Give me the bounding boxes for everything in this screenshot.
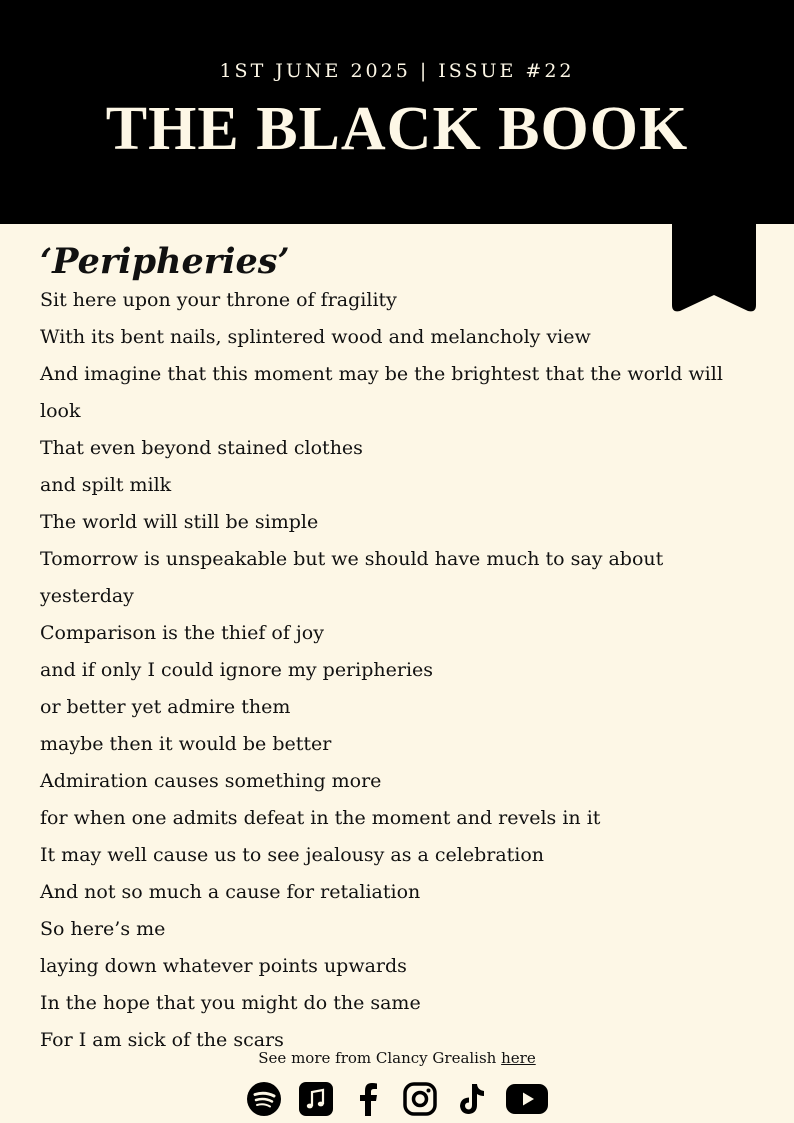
spotify-icon[interactable] (245, 1080, 283, 1118)
poem-line: Admiration causes something more (40, 770, 382, 792)
poem-line: It may well cause us to see jealousy as a celebration (40, 844, 545, 866)
here-link[interactable]: here (501, 1049, 536, 1067)
poem-line: That even beyond stained clothes (40, 437, 363, 459)
tiktok-icon[interactable] (453, 1080, 491, 1118)
poem-line: maybe then it would be better (40, 733, 332, 755)
poem-line: look (40, 400, 81, 422)
poem-line: yesterday (40, 585, 134, 607)
social-icons (0, 1080, 794, 1118)
poem-line: The world will still be simple (40, 511, 319, 533)
poem-line: for when one admits defeat in the moment and revels in it (40, 807, 601, 829)
poem-line: and if only I could ignore my peripheries (40, 659, 434, 681)
poem-line: Sit here upon your throne of fragility (40, 289, 397, 311)
poem-line: laying down whatever points upwards (40, 955, 407, 977)
poem-line: and spilt milk (40, 474, 172, 496)
poem-body (40, 282, 760, 1059)
poem-line: Comparison is the thief of joy (40, 622, 324, 644)
footer-see-more (0, 1049, 794, 1067)
header-banner (0, 0, 794, 224)
poem-line: With its bent nails, splintered wood and melancholy view (40, 326, 591, 348)
poem-line: And imagine that this moment may be the brightest that the world will (40, 363, 723, 385)
poem-line: And not so much a cause for retaliation (40, 881, 421, 903)
poem-line: So here’s me (40, 918, 166, 940)
footer-text: See more from Clancy Grealish (258, 1049, 497, 1067)
poem-line: or better yet admire them (40, 696, 291, 718)
masthead-title: THE BLACK BOOK (105, 95, 689, 163)
apple-music-icon[interactable] (297, 1080, 335, 1118)
facebook-icon[interactable] (349, 1080, 387, 1118)
poem-line: For I am sick of the scars (40, 1029, 284, 1051)
instagram-icon[interactable] (401, 1080, 439, 1118)
poem-line: Tomorrow is unspeakable but we should have much to say about (40, 548, 664, 570)
youtube-icon[interactable] (505, 1080, 549, 1118)
poem-line: In the hope that you might do the same (40, 992, 421, 1014)
issue-date-line: 1ST JUNE 2025 | ISSUE #22 (219, 60, 575, 82)
poem-title: ‘Peripheries’ (40, 241, 290, 282)
